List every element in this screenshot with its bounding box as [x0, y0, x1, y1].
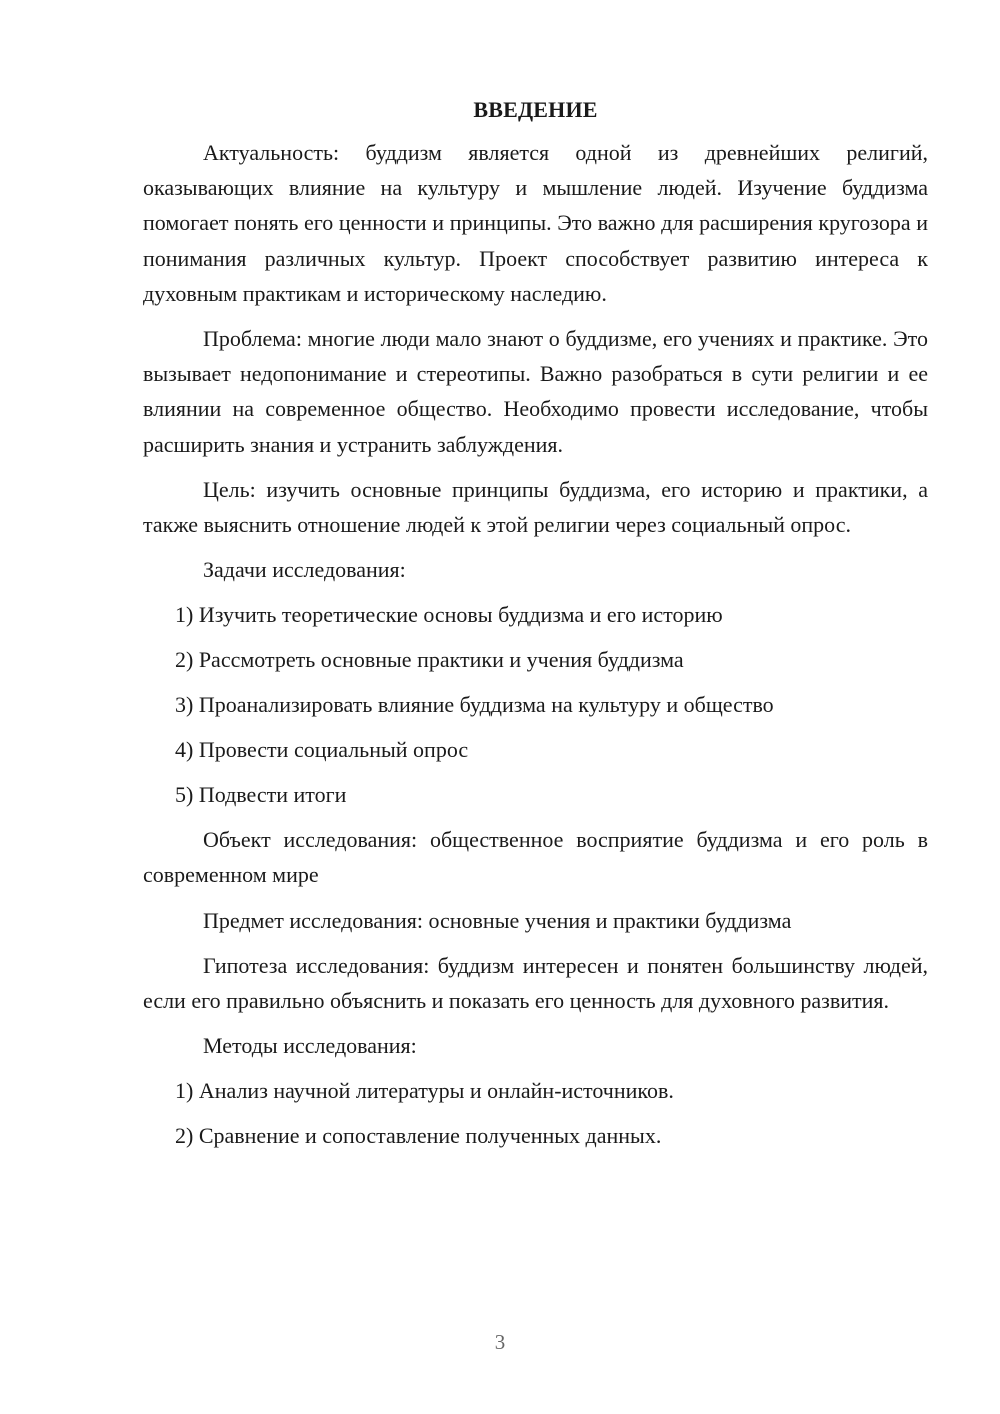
hypothesis-paragraph: Гипотеза исследования: буддизм интересен и понятен большинству людей, если его правильно объяснить и показать его ценность для духовного развития.	[143, 952, 928, 1013]
relevance-paragraph: Актуальность: буддизм является одной из древнейших религий, оказывающих влияние на культуру и мышление людей. Изучение буддизма помогает понять его ценности и принципы. Это важно для расширения кругозора и понимания различных культур. Проект способствует развитию интереса к духовным практикам и историческому наследию.	[143, 140, 928, 306]
list-item: 4) Провести социальный опрос	[175, 737, 469, 763]
subject-paragraph: Предмет исследования: основные учения и практики буддизма	[203, 907, 792, 933]
tasks-list	[143, 597, 928, 812]
list-item: 1) Анализ научной литературы и онлайн-источников.	[175, 1078, 674, 1104]
page-number: 3	[494, 1330, 506, 1354]
problem-paragraph: Проблема: многие люди мало знают о буддизме, его учениях и практике. Это вызывает недопонимание и стереотипы. Важно разобраться в сути религии и ее влиянии на современное общество. Необходимо провести исследование, чтобы расширить знания и устранить заблуждения.	[143, 326, 928, 457]
list-item: 3) Проанализировать влияние буддизма на культуру и общество	[175, 692, 774, 718]
list-item: 1) Изучить теоретические основы буддизма и его историю	[175, 602, 723, 628]
methods-list	[143, 1073, 928, 1153]
object-paragraph: Объект исследования: общественное восприятие буддизма и его роль в современном мире	[143, 827, 928, 888]
section-heading: ВВЕДЕНИЕ	[473, 97, 598, 122]
goal-paragraph: Цель: изучить основные принципы буддизма, его историю и практики, а также выяснить отношение людей к этой религии через социальный опрос.	[143, 476, 928, 538]
tasks-heading: Задачи исследования:	[203, 557, 406, 583]
methods-heading: Методы исследования:	[203, 1033, 417, 1059]
list-item: 2) Сравнение и сопоставление полученных данных.	[175, 1123, 662, 1149]
document-page	[143, 92, 928, 1163]
list-item: 2) Рассмотреть основные практики и учения буддизма	[175, 647, 684, 673]
list-item: 5) Подвести итоги	[175, 782, 347, 808]
